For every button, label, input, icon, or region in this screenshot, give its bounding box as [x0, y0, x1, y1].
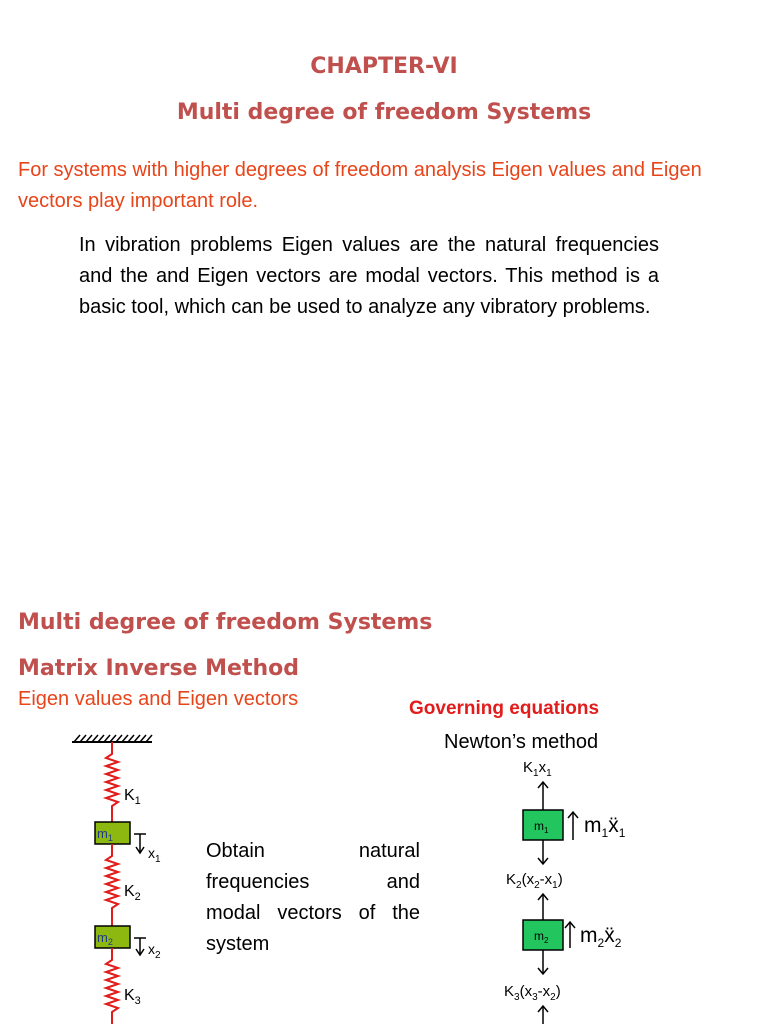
svg-text:m2ẍ2: $m_2ẍ_2$ [580, 924, 622, 950]
intro-text: For systems with higher degrees of freedom analysis Eigen values and Eigen vectors play important role. [18, 159, 702, 212]
mid-force-label: K [506, 871, 517, 888]
top-force-arrow [538, 782, 548, 810]
svg-text:K3(x3-x2): $K_3(x_3-x_2)$ [504, 983, 561, 1003]
x2-arrow [134, 938, 146, 955]
spring-3-label: K [124, 987, 135, 1004]
fbd-mass-1-label: m [534, 819, 544, 833]
obtain-line-3: modal vectors of the [206, 902, 420, 924]
body-paragraph: In vibration problems Eigen values are the natural frequencies and the and Eigen vectors are modal vectors. This method is a basic tool, which can be used to analyze any vibratory problems. [79, 234, 659, 318]
obtain-line-2: frequencies and [206, 871, 420, 893]
svg-text:m1ẍ1: $m_1ẍ_1$ [584, 814, 626, 840]
governing-equations-label: Governing equations [409, 698, 600, 719]
svg-text:K1x1: $K_1x_1$ [523, 759, 552, 779]
inertia-1-label: m [584, 814, 602, 837]
svg-text:x2: $x_2$ [148, 941, 161, 961]
mass-2-label: m [97, 930, 108, 945]
mid-force-arrow-down [538, 840, 548, 864]
obtain-line-1: Obtain natural [206, 840, 420, 862]
svg-text:m1: $m_1$ [534, 819, 549, 835]
method-heading: Matrix Inverse Method [18, 656, 299, 681]
svg-text:K1: $K_1$ [124, 787, 141, 807]
obtain-line-4: system [206, 933, 270, 955]
bot-force-label: K [504, 983, 515, 1000]
spring-1-label: K [124, 787, 135, 804]
spring-2-label: K [124, 883, 135, 900]
section-subtitle: Eigen values and Eigen vectors [18, 688, 299, 710]
x1-label: x [148, 845, 155, 861]
inertia-2-label: m [580, 924, 598, 947]
bot-force-arrow-down [538, 950, 548, 974]
chapter-heading: CHAPTER-VI [310, 54, 458, 79]
svg-text:K3: $K_3$ [124, 987, 141, 1007]
obtain-text [206, 836, 420, 960]
svg-text:x1: $x_1$ [148, 845, 161, 865]
spring-mass-diagram [60, 728, 190, 1024]
free-body-diagram [490, 752, 660, 1024]
x2-label: x [148, 941, 155, 957]
mid-force-arrow-up [538, 894, 548, 920]
inertia-2-arrow [565, 922, 575, 948]
mass-1-label: m [97, 826, 108, 841]
newtons-method-label: Newton’s method [444, 731, 599, 753]
page-title: Multi degree of freedom Systems [176, 100, 592, 125]
spring-1 [106, 742, 118, 822]
svg-text:K2(x2-x1): $K_2(x_2-x_1)$ [506, 871, 563, 891]
section-heading: Multi degree of freedom Systems [18, 610, 433, 635]
ceiling-support [72, 735, 152, 742]
top-force-label: K [523, 759, 534, 776]
fbd-mass-2-label: m [534, 929, 544, 943]
svg-text:m1: $m_1$ [97, 826, 113, 843]
svg-text:m2: $m_2$ [97, 930, 113, 947]
spring-3 [106, 948, 118, 1024]
bot-force-arrow-up [538, 1006, 548, 1024]
inertia-1-arrow [568, 812, 578, 840]
svg-text:m2: $m_2$ [534, 929, 549, 945]
spring-2 [106, 844, 118, 926]
x1-arrow [134, 834, 146, 853]
svg-text:K2: $K_2$ [124, 883, 141, 903]
